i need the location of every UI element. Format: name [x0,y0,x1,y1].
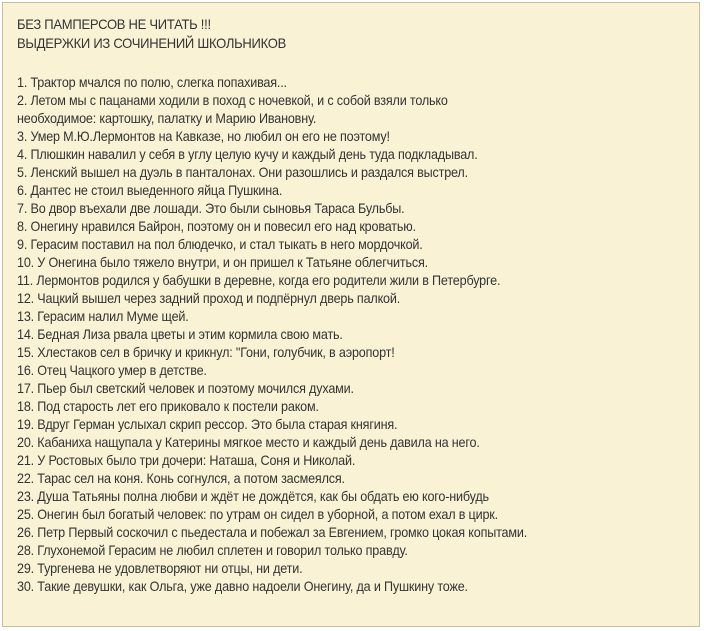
list-item: 6. Дантес не стоил выеденного яйца Пушкина. [17,182,283,198]
list-item: 3. Умер М.Ю.Лермонтов на Кавказе, но любил он его не поэтому! [17,128,390,144]
list-item: 10. У Онегина было тяжело внутри, и он пришел к Татьяне облегчиться. [17,254,428,270]
list-item: 5. Ленский вышел на дуэль в панталонах. Они разошлись и раздался выстрел. [17,164,468,180]
list-item: 8. Онегину нравился Байрон, поэтому он и повесил его над кроватью. [17,218,416,234]
text-card [2,2,700,627]
list-item: 30. Такие девушки, как Ольга, уже давно надоели Онегину, да и Пушкину тоже. [17,578,468,594]
list-item: 2. Летом мы с пацанами ходили в поход с ночевкой, и с собой взяли только [17,92,448,108]
list-item: 7. Во двор въехали две лошади. Это были сыновья Тараса Бульбы. [17,200,405,216]
list-item: 26. Петр Первый соскочил с пьедестала и побежал за Евгением, громко цокая копытами. [17,524,528,540]
title-line-2: ВЫДЕРЖКИ ИЗ СОЧИНЕНИЙ ШКОЛЬНИКОВ [17,35,287,51]
list-item: 21. У Ростовых было три дочери: Наташа, Соня и Николай. [17,452,356,468]
list-item: 15. Хлестаков сел в бричку и крикнул: "Гони, голубчик, в аэропорт! [17,344,395,360]
header [17,15,687,53]
title-line-1: БЕЗ ПАМПЕРСОВ НЕ ЧИТАТЬ !!! [17,16,211,32]
list-item: 25. Онегин был богатый человек: по утрам он сидел в уборной, а потом ехал в цирк. [17,506,498,522]
list-item: 19. Вдруг Герман услыхал скрип рессор. Это была старая княгиня. [17,416,398,432]
list-item: 4. Плюшкин навалил у себя в углу целую кучу и каждый день туда подкладывал. [17,146,478,162]
list-item: 1. Трактор мчался по полю, слегка попахивая... [17,74,287,90]
list-item: 29. Тургенева не удовлетворяют ни отцы, ни дети. [17,560,303,576]
list-item: 18. Под старость лет его приковало к постели раком. [17,398,319,414]
list-item: 23. Душа Татьяны полна любви и ждёт не дождётся, как бы обдать ею кого-нибудь [17,488,489,504]
list-item: 16. Отец Чацкого умер в детстве. [17,362,207,378]
list-item: 12. Чацкий вышел через задний проход и подпёрнул дверь палкой. [17,290,401,306]
list-item: 17. Пьер был светский человек и поэтому мочился духами. [17,380,354,396]
list-item: 9. Герасим поставил на пол блюдечко, и стал тыкать в него мордочкой. [17,236,423,252]
list-item: 11. Лермонтов родился у бабушки в деревне, когда его родители жили в Петербурге. [17,272,501,288]
list-item: 13. Герасим налил Муме щей. [17,308,189,324]
list-item: 20. Кабаниха нащупала у Катерины мягкое место и каждый день давила на него. [17,434,480,450]
list-item: 14. Бедная Лиза рвала цветы и этим кормила свою мать. [17,326,343,342]
list-item: необходимое: картошку, палатку и Марию Ивановну. [17,110,317,126]
list-item: 28. Глухонемой Герасим не любил сплетен и говорил только правду. [17,542,408,558]
list-item: 22. Тарас сел на коня. Конь согнулся, а потом засмеялся. [17,470,345,486]
quotes-list [17,73,697,595]
